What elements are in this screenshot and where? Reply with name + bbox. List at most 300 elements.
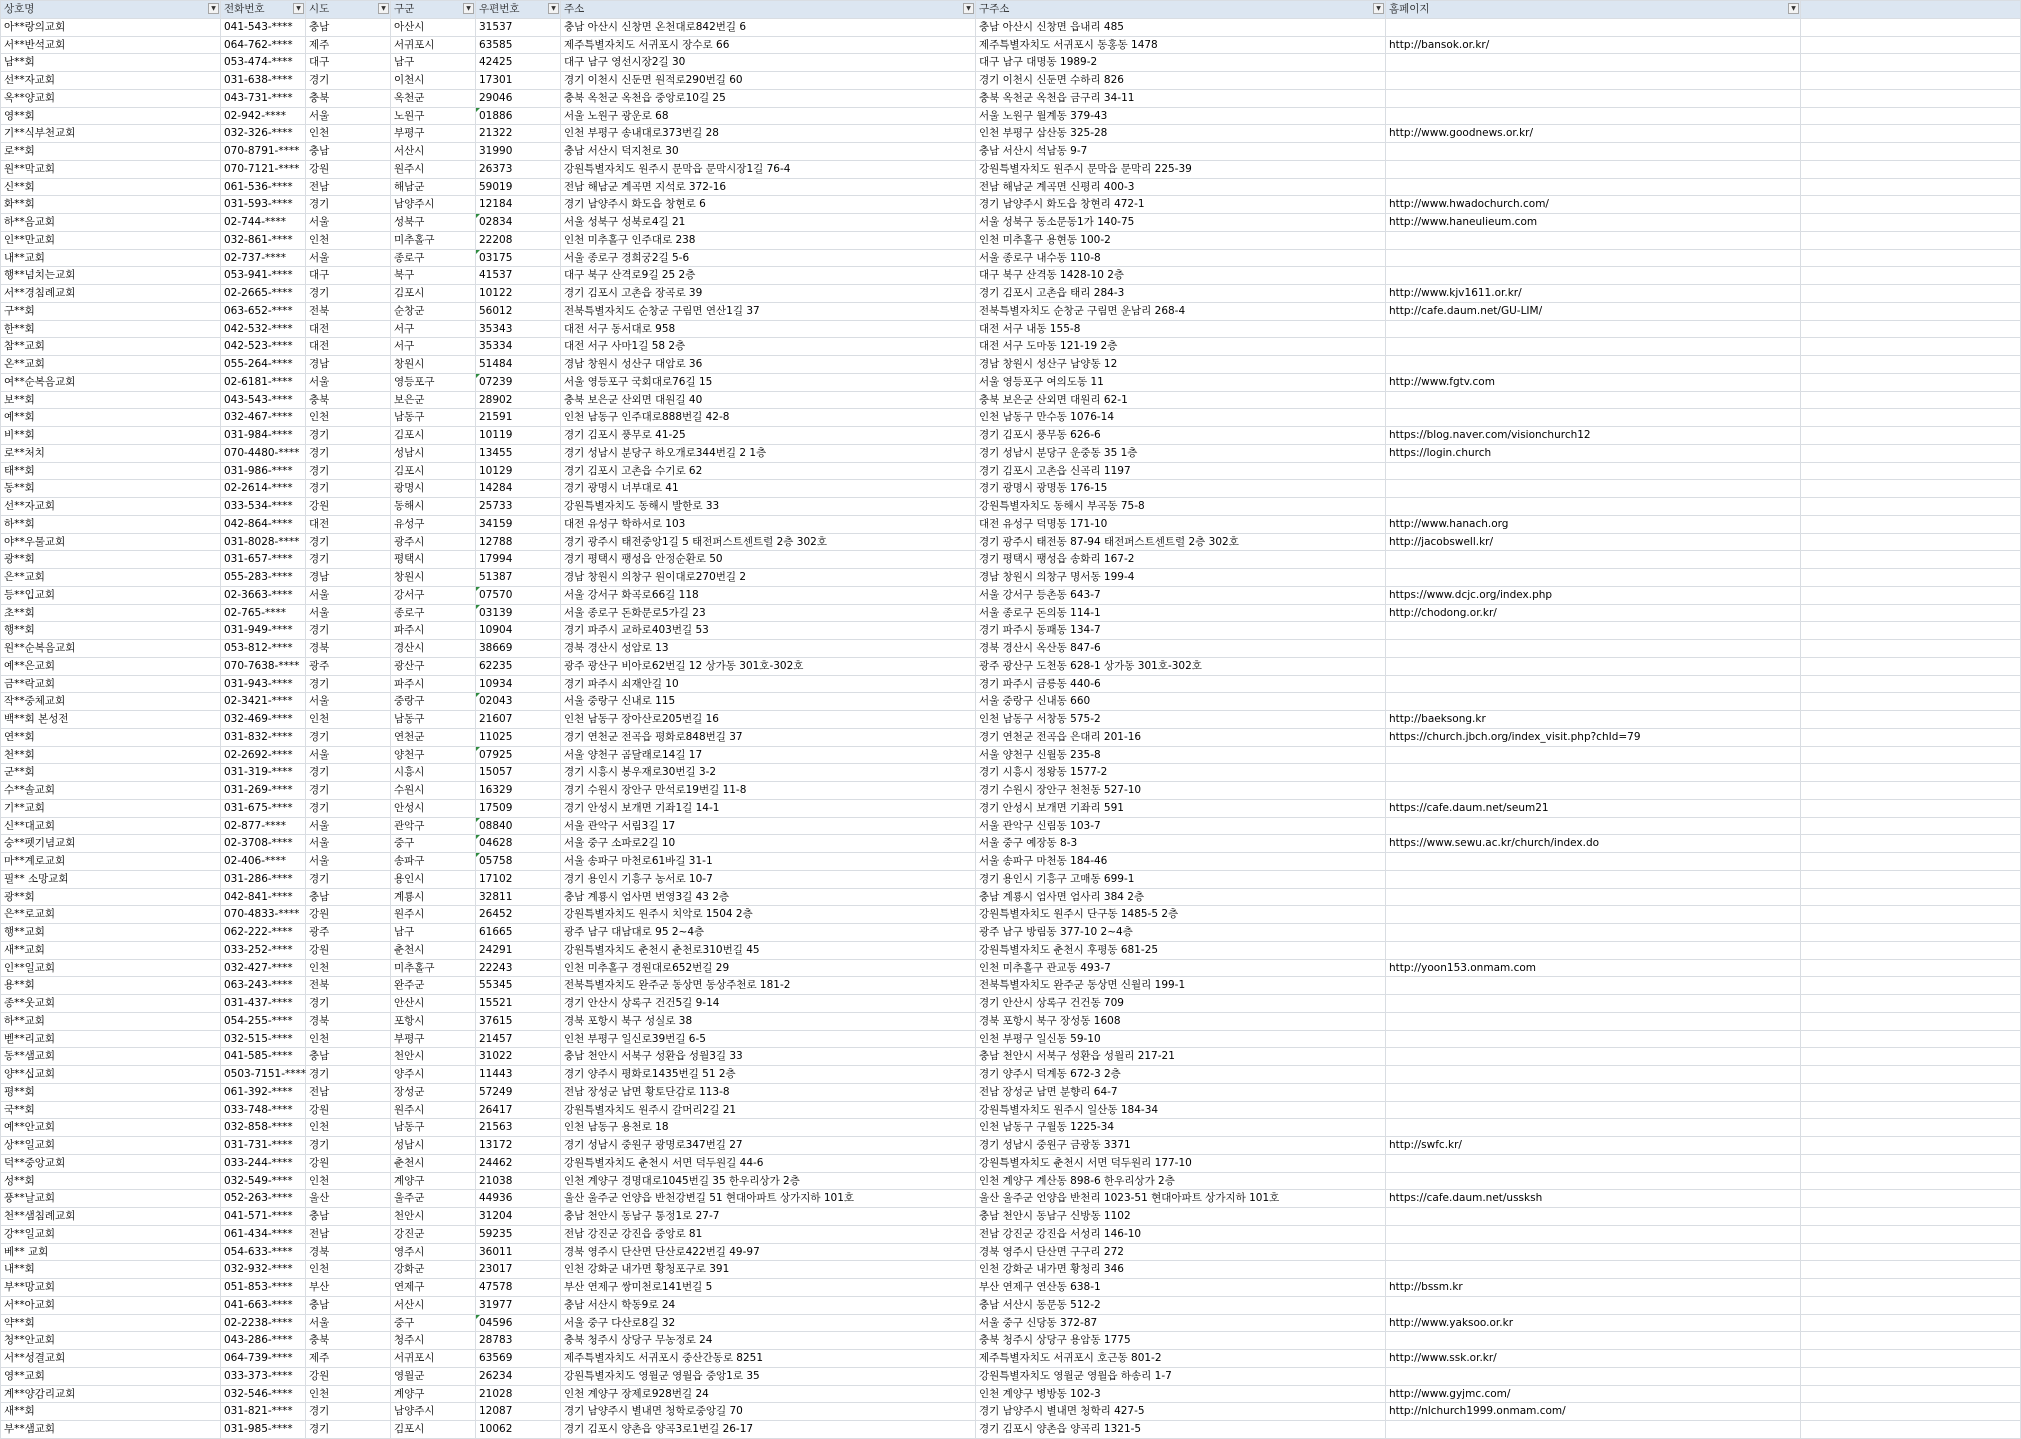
cell-empty[interactable]	[1801, 1243, 2021, 1261]
cell-phone[interactable]: 02-765-****	[221, 604, 306, 622]
cell-homepage[interactable]	[1386, 391, 1801, 409]
cell-gugun[interactable]: 남구	[391, 54, 476, 72]
cell-homepage[interactable]	[1386, 888, 1801, 906]
cell-sido[interactable]: 충남	[306, 888, 391, 906]
cell-old-address[interactable]: 강원특별자치도 원주시 문막읍 문막리 225-39	[976, 160, 1386, 178]
cell-address[interactable]: 제주특별자치도 서귀포시 중산간동로 8251	[561, 1350, 976, 1368]
cell-name[interactable]: 선**자교회	[1, 498, 221, 516]
cell-sido[interactable]: 광주	[306, 657, 391, 675]
cell-old-address[interactable]: 전남 강진군 강진읍 서성리 146-10	[976, 1225, 1386, 1243]
cell-gugun[interactable]: 영등포구	[391, 373, 476, 391]
cell-gugun[interactable]: 안산시	[391, 995, 476, 1013]
cell-empty[interactable]	[1801, 799, 2021, 817]
cell-address[interactable]: 강원특별자치도 영월군 영월읍 중앙1로 35	[561, 1367, 976, 1385]
cell-homepage[interactable]	[1386, 1066, 1801, 1084]
cell-name[interactable]: 베** 교회	[1, 1243, 221, 1261]
cell-zip[interactable]: 01886	[476, 107, 561, 125]
cell-address[interactable]: 제주특별자치도 서귀포시 장수로 66	[561, 36, 976, 54]
filter-dropdown-icon[interactable]: ▼	[463, 3, 474, 14]
cell-phone[interactable]: 053-812-****	[221, 640, 306, 658]
cell-zip[interactable]: 11025	[476, 728, 561, 746]
cell-zip[interactable]: 51484	[476, 356, 561, 374]
cell-gugun[interactable]: 부평구	[391, 1030, 476, 1048]
cell-sido[interactable]: 강원	[306, 1154, 391, 1172]
cell-sido[interactable]: 전남	[306, 1083, 391, 1101]
cell-homepage[interactable]: https://www.dcjc.org/index.php	[1386, 586, 1801, 604]
cell-name[interactable]: 태**회	[1, 462, 221, 480]
cell-name[interactable]: 천**샘침례교회	[1, 1208, 221, 1226]
cell-zip[interactable]: 02043	[476, 693, 561, 711]
cell-name[interactable]: 비**회	[1, 427, 221, 445]
cell-address[interactable]: 경기 용인시 기흥구 농서로 10-7	[561, 870, 976, 888]
cell-empty[interactable]	[1801, 72, 2021, 90]
cell-empty[interactable]	[1801, 1296, 2021, 1314]
cell-phone[interactable]: 02-744-****	[221, 214, 306, 232]
cell-old-address[interactable]: 경기 양주시 덕계동 672-3 2층	[976, 1066, 1386, 1084]
cell-address[interactable]: 서울 영등포구 국회대로76길 15	[561, 373, 976, 391]
cell-address[interactable]: 경기 김포시 고촌읍 장곡로 39	[561, 285, 976, 303]
cell-address[interactable]: 서울 중구 다산로8길 32	[561, 1314, 976, 1332]
cell-address[interactable]: 충북 청주시 상당구 무농정로 24	[561, 1332, 976, 1350]
cell-homepage[interactable]	[1386, 977, 1801, 995]
cell-gugun[interactable]: 중랑구	[391, 693, 476, 711]
cell-sido[interactable]: 부산	[306, 1279, 391, 1297]
cell-phone[interactable]: 051-853-****	[221, 1279, 306, 1297]
cell-homepage[interactable]	[1386, 160, 1801, 178]
cell-empty[interactable]	[1801, 1066, 2021, 1084]
cell-address[interactable]: 광주 광산구 비아로62번길 12 상가동 301호-302호	[561, 657, 976, 675]
cell-homepage[interactable]	[1386, 622, 1801, 640]
cell-homepage[interactable]	[1386, 107, 1801, 125]
cell-empty[interactable]	[1801, 835, 2021, 853]
cell-old-address[interactable]: 서울 종로구 돈의동 114-1	[976, 604, 1386, 622]
cell-name[interactable]: 연**회	[1, 728, 221, 746]
cell-sido[interactable]: 인천	[306, 125, 391, 143]
cell-homepage[interactable]	[1386, 18, 1801, 36]
cell-phone[interactable]: 02-877-****	[221, 817, 306, 835]
cell-sido[interactable]: 경기	[306, 462, 391, 480]
cell-gugun[interactable]: 김포시	[391, 1421, 476, 1439]
cell-zip[interactable]: 03139	[476, 604, 561, 622]
cell-name[interactable]: 작**중체교회	[1, 693, 221, 711]
cell-name[interactable]: 새**회	[1, 1403, 221, 1421]
cell-address[interactable]: 경기 광명시 너부대로 41	[561, 480, 976, 498]
cell-phone[interactable]: 032-467-****	[221, 409, 306, 427]
cell-empty[interactable]	[1801, 267, 2021, 285]
cell-empty[interactable]	[1801, 391, 2021, 409]
cell-name[interactable]: 기**교회	[1, 799, 221, 817]
cell-empty[interactable]	[1801, 906, 2021, 924]
cell-empty[interactable]	[1801, 782, 2021, 800]
cell-homepage[interactable]	[1386, 1367, 1801, 1385]
cell-zip[interactable]: 28783	[476, 1332, 561, 1350]
cell-zip[interactable]: 07570	[476, 586, 561, 604]
cell-gugun[interactable]: 유성구	[391, 515, 476, 533]
cell-sido[interactable]: 전남	[306, 178, 391, 196]
cell-homepage[interactable]	[1386, 409, 1801, 427]
cell-phone[interactable]: 031-949-****	[221, 622, 306, 640]
cell-sido[interactable]: 서울	[306, 1314, 391, 1332]
cell-homepage[interactable]	[1386, 924, 1801, 942]
cell-zip[interactable]: 55345	[476, 977, 561, 995]
cell-name[interactable]: 보**회	[1, 391, 221, 409]
cell-address[interactable]: 충남 서산시 학동9로 24	[561, 1296, 976, 1314]
cell-address[interactable]: 서울 종로구 돈화문로5가길 23	[561, 604, 976, 622]
cell-zip[interactable]: 21038	[476, 1172, 561, 1190]
cell-sido[interactable]: 대구	[306, 54, 391, 72]
filter-dropdown-icon[interactable]: ▼	[378, 3, 389, 14]
cell-phone[interactable]: 031-8028-****	[221, 533, 306, 551]
cell-empty[interactable]	[1801, 285, 2021, 303]
cell-gugun[interactable]: 시흥시	[391, 764, 476, 782]
cell-sido[interactable]: 경기	[306, 533, 391, 551]
cell-address[interactable]: 대전 서구 동서대로 958	[561, 320, 976, 338]
cell-name[interactable]: 새**교회	[1, 941, 221, 959]
cell-zip[interactable]: 21591	[476, 409, 561, 427]
cell-homepage[interactable]	[1386, 1332, 1801, 1350]
cell-sido[interactable]: 인천	[306, 231, 391, 249]
cell-old-address[interactable]: 서울 송파구 마천동 184-46	[976, 853, 1386, 871]
cell-address[interactable]: 대구 북구 산격로9길 25 2층	[561, 267, 976, 285]
cell-empty[interactable]	[1801, 125, 2021, 143]
cell-sido[interactable]: 인천	[306, 959, 391, 977]
cell-old-address[interactable]: 서울 종로구 내수동 110-8	[976, 249, 1386, 267]
cell-gugun[interactable]: 서구	[391, 320, 476, 338]
cell-address[interactable]: 경남 창원시 의창구 원이대로270번길 2	[561, 569, 976, 587]
cell-homepage[interactable]	[1386, 817, 1801, 835]
cell-homepage[interactable]	[1386, 995, 1801, 1013]
cell-gugun[interactable]: 중구	[391, 1314, 476, 1332]
cell-phone[interactable]: 061-434-****	[221, 1225, 306, 1243]
cell-homepage[interactable]: http://chodong.or.kr/	[1386, 604, 1801, 622]
cell-address[interactable]: 강원특별자치도 원주시 치악로 1504 2층	[561, 906, 976, 924]
cell-sido[interactable]: 충남	[306, 1048, 391, 1066]
cell-old-address[interactable]: 충남 서산시 동문동 512-2	[976, 1296, 1386, 1314]
cell-name[interactable]: 하**음교회	[1, 214, 221, 232]
cell-empty[interactable]	[1801, 870, 2021, 888]
cell-homepage[interactable]	[1386, 941, 1801, 959]
cell-homepage[interactable]: http://www.goodnews.or.kr/	[1386, 125, 1801, 143]
cell-sido[interactable]: 서울	[306, 693, 391, 711]
cell-name[interactable]: 백**회 본성전	[1, 711, 221, 729]
cell-sido[interactable]: 경기	[306, 285, 391, 303]
cell-zip[interactable]: 26452	[476, 906, 561, 924]
cell-phone[interactable]: 031-731-****	[221, 1137, 306, 1155]
cell-sido[interactable]: 서울	[306, 853, 391, 871]
cell-empty[interactable]	[1801, 320, 2021, 338]
cell-old-address[interactable]: 충남 천안시 서북구 성환읍 성월리 217-21	[976, 1048, 1386, 1066]
cell-empty[interactable]	[1801, 533, 2021, 551]
cell-phone[interactable]: 031-985-****	[221, 1421, 306, 1439]
cell-old-address[interactable]: 경기 김포시 고촌읍 신곡리 1197	[976, 462, 1386, 480]
cell-phone[interactable]: 032-858-****	[221, 1119, 306, 1137]
cell-name[interactable]: 숭**펫기념교회	[1, 835, 221, 853]
cell-name[interactable]: 서**성결교회	[1, 1350, 221, 1368]
cell-empty[interactable]	[1801, 1154, 2021, 1172]
cell-old-address[interactable]: 경북 포항시 북구 장성동 1608	[976, 1012, 1386, 1030]
cell-homepage[interactable]	[1386, 72, 1801, 90]
cell-homepage[interactable]	[1386, 1208, 1801, 1226]
cell-phone[interactable]: 070-7121-****	[221, 160, 306, 178]
cell-gugun[interactable]: 수원시	[391, 782, 476, 800]
cell-zip[interactable]: 21028	[476, 1385, 561, 1403]
cell-sido[interactable]: 대전	[306, 320, 391, 338]
cell-address[interactable]: 서울 강서구 화곡로66길 118	[561, 586, 976, 604]
cell-empty[interactable]	[1801, 995, 2021, 1013]
cell-phone[interactable]: 031-675-****	[221, 799, 306, 817]
cell-phone[interactable]: 032-427-****	[221, 959, 306, 977]
cell-phone[interactable]: 033-748-****	[221, 1101, 306, 1119]
cell-phone[interactable]: 055-264-****	[221, 356, 306, 374]
cell-empty[interactable]	[1801, 480, 2021, 498]
cell-gugun[interactable]: 강진군	[391, 1225, 476, 1243]
cell-name[interactable]: 로**회	[1, 143, 221, 161]
cell-empty[interactable]	[1801, 728, 2021, 746]
cell-gugun[interactable]: 양천구	[391, 746, 476, 764]
cell-empty[interactable]	[1801, 1119, 2021, 1137]
cell-old-address[interactable]: 경기 김포시 풍무동 626-6	[976, 427, 1386, 445]
cell-homepage[interactable]	[1386, 1030, 1801, 1048]
cell-homepage[interactable]	[1386, 1261, 1801, 1279]
cell-empty[interactable]	[1801, 1421, 2021, 1439]
cell-empty[interactable]	[1801, 1314, 2021, 1332]
cell-zip[interactable]: 17301	[476, 72, 561, 90]
cell-phone[interactable]: 063-652-****	[221, 302, 306, 320]
cell-address[interactable]: 서울 관악구 서림3길 17	[561, 817, 976, 835]
cell-homepage[interactable]: http://www.hwadochurch.com/	[1386, 196, 1801, 214]
cell-sido[interactable]: 경북	[306, 1243, 391, 1261]
cell-address[interactable]: 서울 중구 소파로2길 10	[561, 835, 976, 853]
cell-name[interactable]: 영**회	[1, 107, 221, 125]
cell-old-address[interactable]: 경기 파주시 금릉동 440-6	[976, 675, 1386, 693]
cell-sido[interactable]: 서울	[306, 604, 391, 622]
cell-phone[interactable]: 063-243-****	[221, 977, 306, 995]
cell-homepage[interactable]: http://www.yaksoo.or.kr	[1386, 1314, 1801, 1332]
cell-zip[interactable]: 17102	[476, 870, 561, 888]
cell-name[interactable]: 군**회	[1, 764, 221, 782]
cell-gugun[interactable]: 계양구	[391, 1385, 476, 1403]
cell-sido[interactable]: 충남	[306, 1296, 391, 1314]
cell-homepage[interactable]	[1386, 1119, 1801, 1137]
cell-empty[interactable]	[1801, 231, 2021, 249]
cell-sido[interactable]: 경기	[306, 782, 391, 800]
cell-sido[interactable]: 경기	[306, 1066, 391, 1084]
cell-address[interactable]: 충남 천안시 동남구 통정1로 27-7	[561, 1208, 976, 1226]
cell-homepage[interactable]: https://www.sewu.ac.kr/church/index.do	[1386, 835, 1801, 853]
cell-empty[interactable]	[1801, 1367, 2021, 1385]
cell-homepage[interactable]: http://cafe.daum.net/GU-LIM/	[1386, 302, 1801, 320]
cell-sido[interactable]: 대구	[306, 267, 391, 285]
cell-empty[interactable]	[1801, 604, 2021, 622]
cell-name[interactable]: 하**교회	[1, 1012, 221, 1030]
cell-old-address[interactable]: 인천 강화군 내가면 황청리 346	[976, 1261, 1386, 1279]
cell-sido[interactable]: 경기	[306, 427, 391, 445]
cell-old-address[interactable]: 대구 북구 산격동 1428-10 2층	[976, 267, 1386, 285]
cell-address[interactable]: 경기 김포시 고촌읍 수기로 62	[561, 462, 976, 480]
cell-gugun[interactable]: 용인시	[391, 870, 476, 888]
filter-dropdown-icon[interactable]: ▼	[963, 3, 974, 14]
cell-name[interactable]: 금**락교회	[1, 675, 221, 693]
cell-old-address[interactable]: 경기 성남시 분당구 운중동 35 1층	[976, 444, 1386, 462]
cell-zip[interactable]: 38669	[476, 640, 561, 658]
cell-homepage[interactable]	[1386, 746, 1801, 764]
cell-zip[interactable]: 62235	[476, 657, 561, 675]
cell-old-address[interactable]: 충남 천안시 동남구 신방동 1102	[976, 1208, 1386, 1226]
cell-phone[interactable]: 042-864-****	[221, 515, 306, 533]
cell-old-address[interactable]: 전남 해남군 계곡면 신평리 400-3	[976, 178, 1386, 196]
cell-empty[interactable]	[1801, 1279, 2021, 1297]
cell-old-address[interactable]: 전북특별자치도 완주군 동상면 신월리 199-1	[976, 977, 1386, 995]
cell-name[interactable]: 평**회	[1, 1083, 221, 1101]
cell-zip[interactable]: 59235	[476, 1225, 561, 1243]
cell-address[interactable]: 경남 창원시 성산구 대암로 36	[561, 356, 976, 374]
cell-name[interactable]: 행**교회	[1, 924, 221, 942]
cell-empty[interactable]	[1801, 302, 2021, 320]
cell-empty[interactable]	[1801, 1350, 2021, 1368]
cell-empty[interactable]	[1801, 746, 2021, 764]
cell-empty[interactable]	[1801, 498, 2021, 516]
cell-phone[interactable]: 031-943-****	[221, 675, 306, 693]
cell-sido[interactable]: 경기	[306, 1421, 391, 1439]
cell-empty[interactable]	[1801, 1048, 2021, 1066]
cell-empty[interactable]	[1801, 959, 2021, 977]
cell-address[interactable]: 서울 노원구 광운로 68	[561, 107, 976, 125]
cell-old-address[interactable]: 경기 성남시 중원구 금광동 3371	[976, 1137, 1386, 1155]
cell-address[interactable]: 경기 파주시 쇠재안길 10	[561, 675, 976, 693]
cell-empty[interactable]	[1801, 107, 2021, 125]
cell-zip[interactable]: 10129	[476, 462, 561, 480]
cell-old-address[interactable]: 인천 미추홀구 용현동 100-2	[976, 231, 1386, 249]
cell-old-address[interactable]: 서울 중구 신당동 372-87	[976, 1314, 1386, 1332]
cell-phone[interactable]: 070-7638-****	[221, 657, 306, 675]
cell-old-address[interactable]: 강원특별자치도 영월군 영월읍 하송리 1-7	[976, 1367, 1386, 1385]
cell-phone[interactable]: 041-585-****	[221, 1048, 306, 1066]
cell-gugun[interactable]: 옥천군	[391, 89, 476, 107]
cell-homepage[interactable]	[1386, 782, 1801, 800]
cell-name[interactable]: 내**교회	[1, 249, 221, 267]
cell-old-address[interactable]: 인천 부평구 삼산동 325-28	[976, 125, 1386, 143]
cell-name[interactable]: 로**처치	[1, 444, 221, 462]
cell-address[interactable]: 경기 남양주시 별내면 청학로중앙길 70	[561, 1403, 976, 1421]
filter-dropdown-icon[interactable]: ▼	[548, 3, 559, 14]
cell-gugun[interactable]: 포항시	[391, 1012, 476, 1030]
cell-phone[interactable]: 02-942-****	[221, 107, 306, 125]
cell-name[interactable]: 약**회	[1, 1314, 221, 1332]
cell-address[interactable]: 충북 보은군 산외면 대원길 40	[561, 391, 976, 409]
cell-homepage[interactable]: https://blog.naver.com/visionchurch12	[1386, 427, 1801, 445]
cell-gugun[interactable]: 창원시	[391, 356, 476, 374]
cell-empty[interactable]	[1801, 444, 2021, 462]
cell-name[interactable]: 상**일교회	[1, 1137, 221, 1155]
cell-address[interactable]: 강원특별자치도 춘천시 춘천로310번길 45	[561, 941, 976, 959]
cell-zip[interactable]: 04596	[476, 1314, 561, 1332]
cell-zip[interactable]: 10062	[476, 1421, 561, 1439]
cell-zip[interactable]: 13455	[476, 444, 561, 462]
filter-dropdown-icon[interactable]: ▼	[1373, 3, 1384, 14]
cell-address[interactable]: 경북 경산시 성암로 13	[561, 640, 976, 658]
cell-gugun[interactable]: 서구	[391, 338, 476, 356]
cell-address[interactable]: 경기 파주시 교하로403번길 53	[561, 622, 976, 640]
cell-empty[interactable]	[1801, 924, 2021, 942]
cell-homepage[interactable]: https://login.church	[1386, 444, 1801, 462]
cell-homepage[interactable]	[1386, 143, 1801, 161]
cell-zip[interactable]: 32811	[476, 888, 561, 906]
cell-phone[interactable]: 041-571-****	[221, 1208, 306, 1226]
cell-name[interactable]: 원**막교회	[1, 160, 221, 178]
cell-address[interactable]: 강원특별자치도 춘천시 서면 덕두원길 44-6	[561, 1154, 976, 1172]
cell-homepage[interactable]: http://jacobswell.kr/	[1386, 533, 1801, 551]
cell-phone[interactable]: 02-3708-****	[221, 835, 306, 853]
filter-dropdown-icon[interactable]: ▼	[293, 3, 304, 14]
cell-gugun[interactable]: 남동구	[391, 711, 476, 729]
cell-old-address[interactable]: 경기 용인시 기흥구 고매동 699-1	[976, 870, 1386, 888]
cell-empty[interactable]	[1801, 1101, 2021, 1119]
cell-homepage[interactable]	[1386, 693, 1801, 711]
cell-zip[interactable]: 11443	[476, 1066, 561, 1084]
cell-name[interactable]: 인**만교회	[1, 231, 221, 249]
cell-sido[interactable]: 인천	[306, 409, 391, 427]
cell-name[interactable]: 성**회	[1, 1172, 221, 1190]
cell-phone[interactable]: 054-255-****	[221, 1012, 306, 1030]
cell-zip[interactable]: 56012	[476, 302, 561, 320]
cell-zip[interactable]: 36011	[476, 1243, 561, 1261]
cell-sido[interactable]: 전북	[306, 302, 391, 320]
cell-gugun[interactable]: 원주시	[391, 160, 476, 178]
cell-gugun[interactable]: 남양주시	[391, 1403, 476, 1421]
cell-sido[interactable]: 경기	[306, 1403, 391, 1421]
cell-address[interactable]: 인천 남동구 장아산로205번길 16	[561, 711, 976, 729]
cell-phone[interactable]: 070-4833-****	[221, 906, 306, 924]
cell-address[interactable]: 서울 중랑구 신내로 115	[561, 693, 976, 711]
cell-name[interactable]: 은**로교회	[1, 906, 221, 924]
cell-gugun[interactable]: 부평구	[391, 125, 476, 143]
cell-phone[interactable]: 031-286-****	[221, 870, 306, 888]
cell-address[interactable]: 인천 부평구 일신로39번길 6-5	[561, 1030, 976, 1048]
cell-zip[interactable]: 21457	[476, 1030, 561, 1048]
cell-empty[interactable]	[1801, 249, 2021, 267]
cell-zip[interactable]: 59019	[476, 178, 561, 196]
cell-gugun[interactable]: 성남시	[391, 1137, 476, 1155]
cell-name[interactable]: 인**일교회	[1, 959, 221, 977]
cell-zip[interactable]: 51387	[476, 569, 561, 587]
cell-address[interactable]: 인천 남동구 인주대로888번길 42-8	[561, 409, 976, 427]
cell-name[interactable]: 하**회	[1, 515, 221, 533]
cell-zip[interactable]: 24462	[476, 1154, 561, 1172]
cell-address[interactable]: 경기 수원시 장안구 만석로19번길 11-8	[561, 782, 976, 800]
cell-name[interactable]: 예**회	[1, 409, 221, 427]
cell-sido[interactable]: 인천	[306, 1385, 391, 1403]
cell-gugun[interactable]: 이천시	[391, 72, 476, 90]
cell-homepage[interactable]	[1386, 870, 1801, 888]
cell-address[interactable]: 서울 종로구 경희궁2길 5-6	[561, 249, 976, 267]
cell-old-address[interactable]: 제주특별자치도 서귀포시 동홍동 1478	[976, 36, 1386, 54]
cell-old-address[interactable]: 경기 김포시 고촌읍 태리 284-3	[976, 285, 1386, 303]
cell-phone[interactable]: 053-474-****	[221, 54, 306, 72]
cell-sido[interactable]: 경기	[306, 995, 391, 1013]
cell-name[interactable]: 예**은교회	[1, 657, 221, 675]
cell-homepage[interactable]	[1386, 569, 1801, 587]
cell-sido[interactable]: 서울	[306, 249, 391, 267]
cell-name[interactable]: 동**회	[1, 480, 221, 498]
cell-old-address[interactable]: 서울 양천구 신월동 235-8	[976, 746, 1386, 764]
cell-gugun[interactable]: 남구	[391, 924, 476, 942]
cell-address[interactable]: 대전 서구 사마1길 58 2층	[561, 338, 976, 356]
cell-old-address[interactable]: 대전 유성구 덕명동 171-10	[976, 515, 1386, 533]
cell-homepage[interactable]	[1386, 1172, 1801, 1190]
cell-gugun[interactable]: 강서구	[391, 586, 476, 604]
cell-zip[interactable]: 10122	[476, 285, 561, 303]
cell-gugun[interactable]: 광명시	[391, 480, 476, 498]
